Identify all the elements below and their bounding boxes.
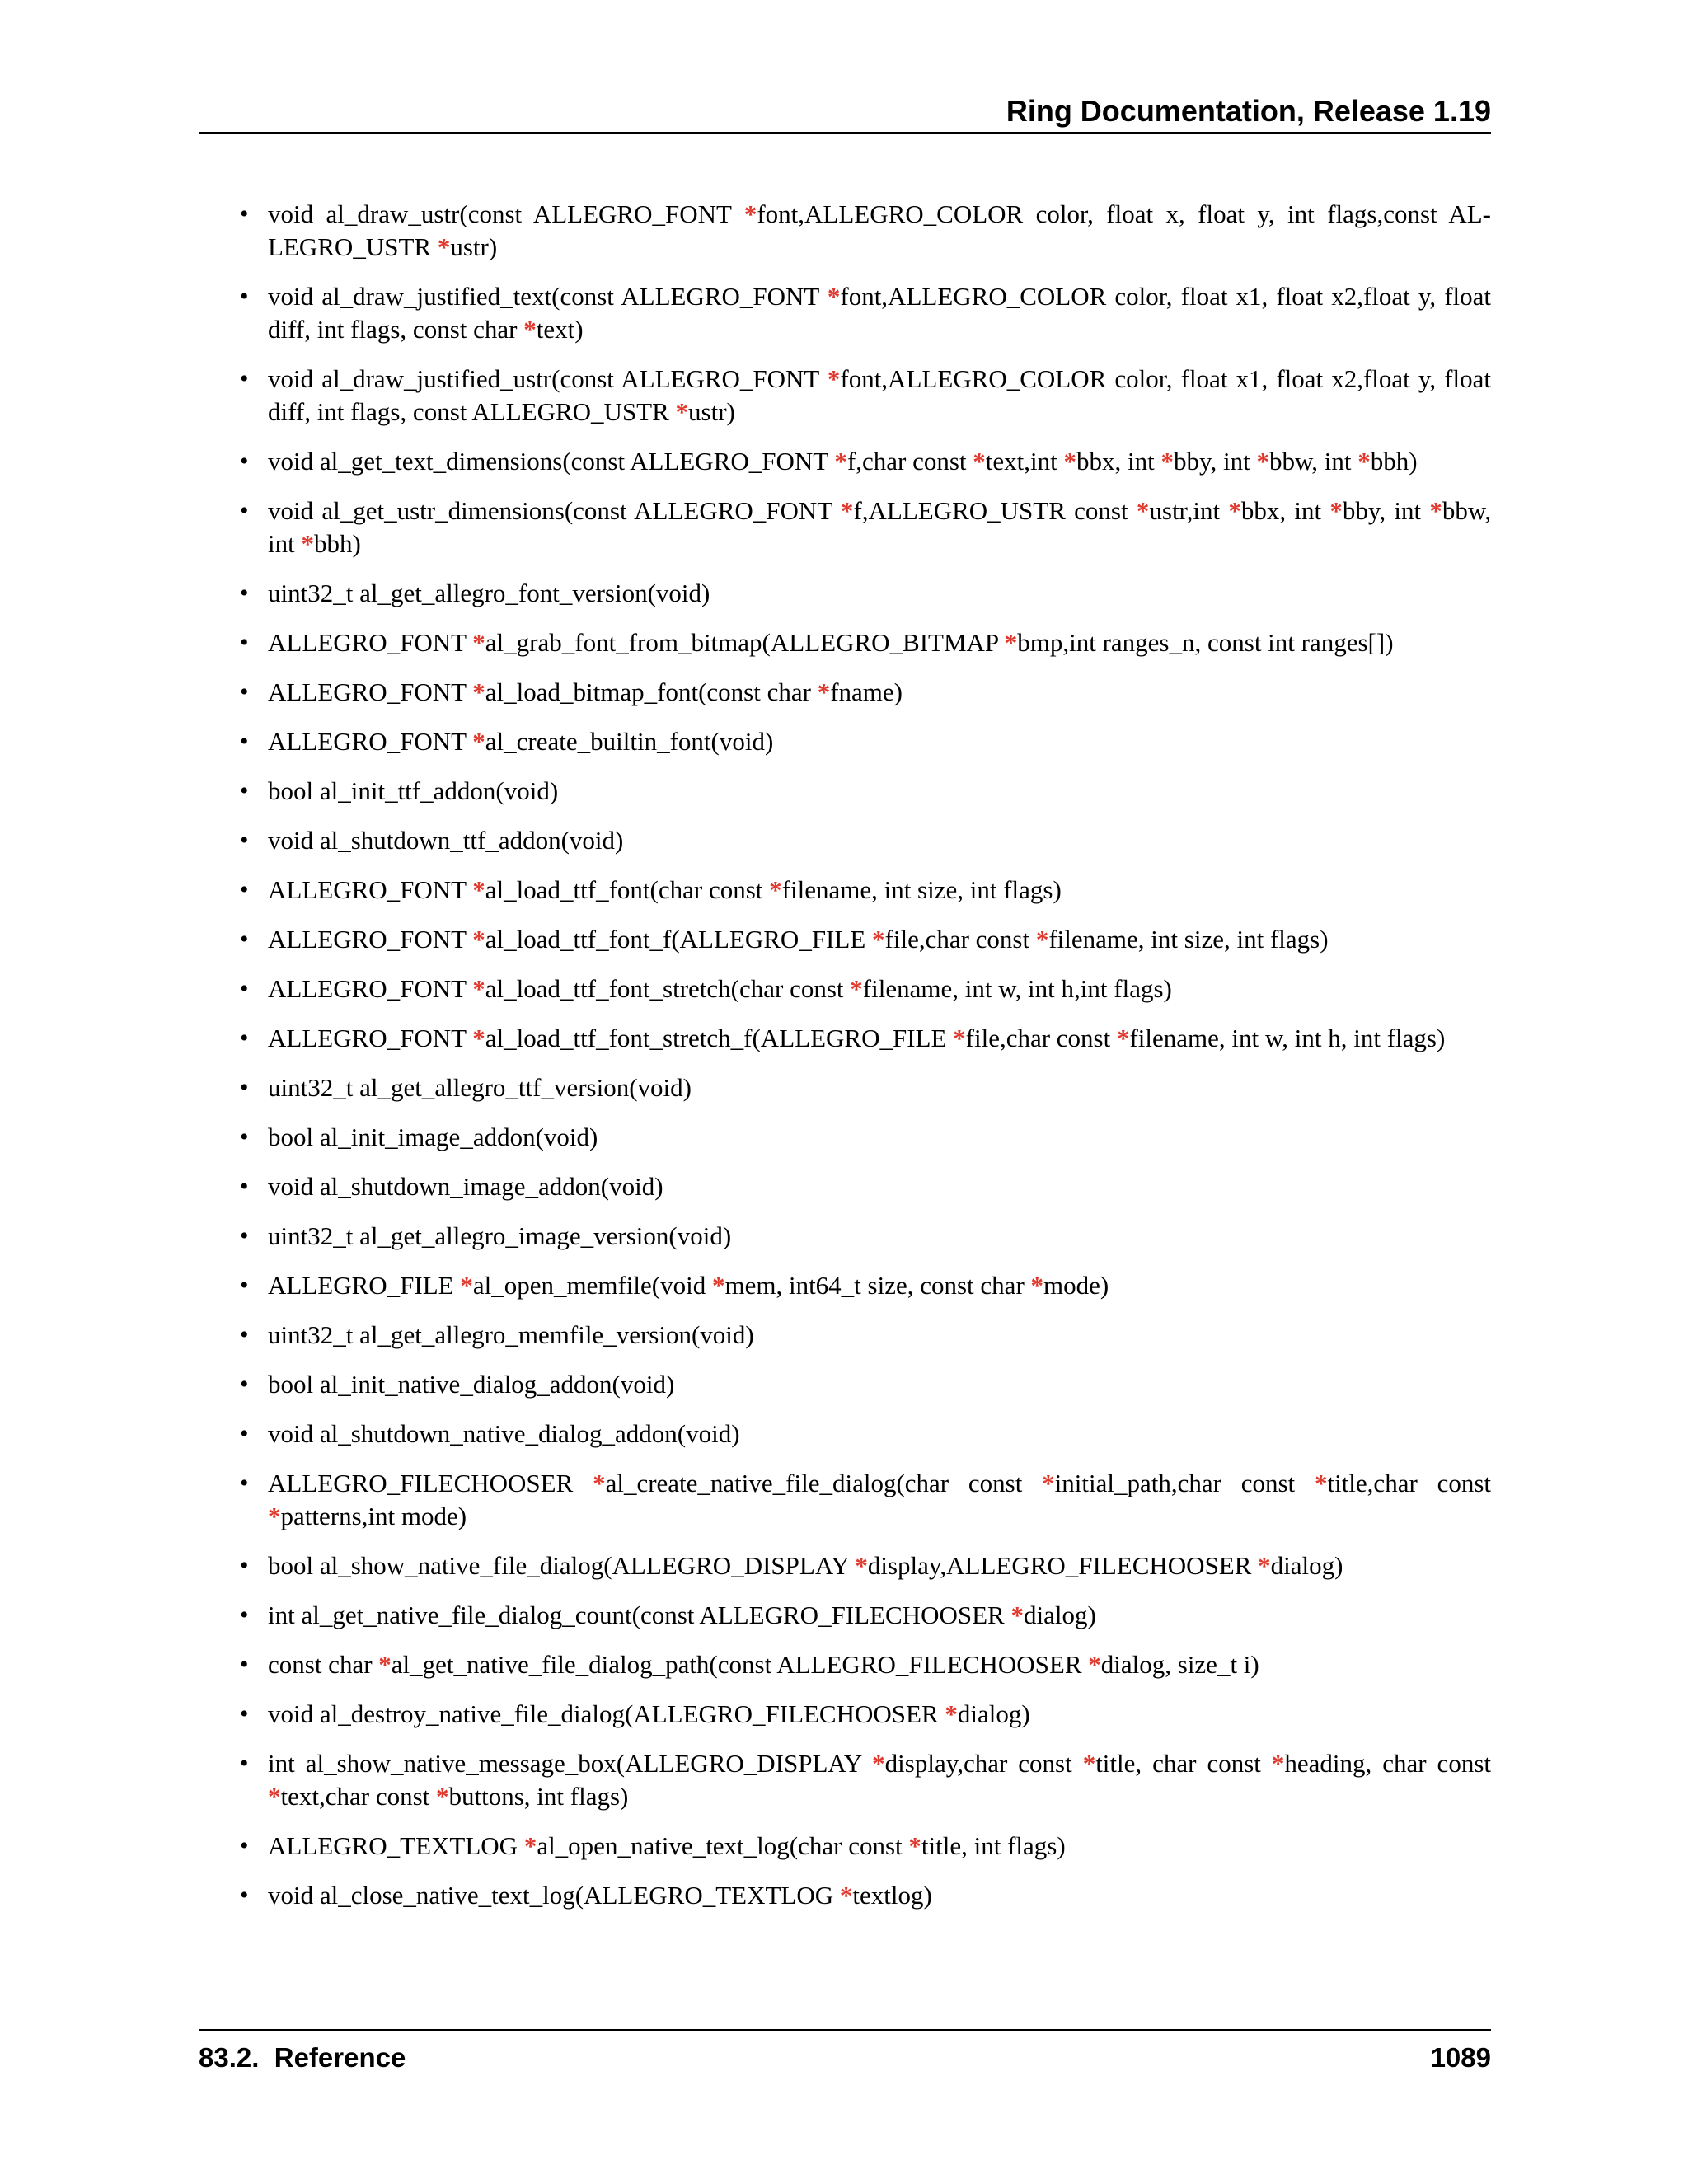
function-signature-item	[240, 1648, 1491, 1681]
signature-text: uint32_t al_get_allegro_font_version(void)	[268, 579, 710, 607]
signature-text: uint32_t al_get_allegro_memfile_version(void)	[268, 1320, 754, 1349]
signature-text: al_grab_font_from_bitmap(ALLEGRO_BITMAP	[485, 628, 1005, 657]
signature-text: void al_get_ustr_dimensions(const ALLEGRO_FONT	[268, 496, 841, 525]
function-signature-item	[240, 972, 1491, 1005]
pointer-asterisk: *	[1271, 1749, 1285, 1778]
signature-text: void al_get_text_dimensions(const ALLEGRO_FONT	[268, 447, 835, 476]
signature-text: al_get_native_file_dialog_path(const ALLEGRO_FILECHOOSER	[391, 1650, 1089, 1679]
pointer-asterisk: *	[1314, 1469, 1328, 1497]
pointer-asterisk: *	[472, 677, 485, 706]
pointer-asterisk: *	[1063, 447, 1076, 476]
function-signature-item	[240, 1319, 1491, 1352]
signature-text: void al_shutdown_image_addon(void)	[268, 1172, 663, 1201]
function-signature-item	[240, 1170, 1491, 1203]
signature-text: al_load_ttf_font_f(ALLEGRO_FILE	[485, 925, 873, 954]
function-signature-item	[240, 725, 1491, 758]
signature-text: buttons, int flags)	[448, 1782, 629, 1811]
signature-text: file,char const	[965, 1024, 1117, 1052]
signature-text: ALLEGRO_FILECHOOSER	[268, 1469, 593, 1497]
pointer-asterisk: *	[472, 875, 485, 904]
footer-section-title: 83.2. Reference	[199, 2042, 406, 2073]
pointer-asterisk: *	[769, 875, 782, 904]
signature-text: ALLEGRO_FONT	[268, 677, 473, 706]
function-signature-item	[240, 1549, 1491, 1582]
pointer-asterisk: *	[1329, 496, 1343, 525]
function-signature-item	[240, 1698, 1491, 1731]
pointer-asterisk: *	[301, 529, 314, 558]
function-signature-item	[240, 775, 1491, 808]
pointer-asterisk: *	[840, 496, 854, 525]
function-signature-item	[240, 494, 1491, 560]
signature-text: al_load_ttf_font(char const	[485, 875, 770, 904]
pointer-asterisk: *	[472, 628, 485, 657]
pointer-asterisk: *	[1136, 496, 1150, 525]
signature-text: ALLEGRO_FONT	[268, 727, 473, 756]
pointer-asterisk: *	[908, 1831, 921, 1860]
signature-text: fname)	[830, 677, 903, 706]
signature-text: al_load_ttf_font_stretch_f(ALLEGRO_FILE	[485, 1024, 954, 1052]
pointer-asterisk: *	[1116, 1024, 1130, 1052]
signature-text: void al_destroy_native_file_dialog(ALLEGRO_FILECHOOSER	[268, 1699, 945, 1728]
signature-text: dialog)	[1270, 1551, 1343, 1580]
page-header	[199, 91, 1491, 134]
signature-text: ALLEGRO_TEXTLOG	[268, 1831, 524, 1860]
pointer-asterisk: *	[953, 1024, 966, 1052]
pointer-asterisk: *	[268, 1502, 281, 1530]
signature-text: ALLEGRO_FONT	[268, 974, 473, 1003]
signature-text: heading, char const	[1284, 1749, 1491, 1778]
signature-text: bool al_show_native_file_dialog(ALLEGRO_DISPLAY	[268, 1551, 856, 1580]
signature-text: text,int	[985, 447, 1064, 476]
signature-text: f,ALLEGRO_USTR const	[853, 496, 1137, 525]
function-signature-item	[240, 1220, 1491, 1253]
pointer-asterisk: *	[850, 974, 863, 1003]
signature-text: filename, int w, int h, int flags)	[1129, 1024, 1446, 1052]
function-signature-item	[240, 445, 1491, 478]
pointer-asterisk: *	[1010, 1601, 1024, 1629]
pointer-asterisk: *	[1035, 925, 1049, 954]
signature-text: bby, int	[1342, 496, 1430, 525]
signature-text: dialog)	[957, 1699, 1030, 1728]
pointer-asterisk: *	[1357, 447, 1371, 476]
signature-text: textlog)	[852, 1881, 932, 1910]
signature-text: void al_shutdown_native_dialog_addon(void)	[268, 1419, 740, 1448]
signature-text: dialog, size_t i)	[1100, 1650, 1259, 1679]
pointer-asterisk: *	[593, 1469, 606, 1497]
function-signature-item	[240, 280, 1491, 346]
pointer-asterisk: *	[675, 397, 689, 426]
footer-page-number: 1089	[1430, 2042, 1491, 2073]
pointer-asterisk: *	[1082, 1749, 1096, 1778]
pointer-asterisk: *	[437, 232, 451, 261]
signature-text: filename, int size, int flags)	[781, 875, 1062, 904]
signature-text: font,ALLEGRO_COLOR color, float x1, float x2,float y, float diff, int flags, const ALLEGRO_USTR	[268, 364, 1491, 426]
signature-text: ustr)	[688, 397, 735, 426]
signature-text: al_load_bitmap_font(const char	[485, 677, 818, 706]
signature-text: bool al_init_native_dialog_addon(void)	[268, 1370, 675, 1399]
pointer-asterisk: *	[460, 1271, 473, 1300]
signature-text: font,ALLEGRO_COLOR color, float x, float y, int flags,const AL-LEGRO_USTR	[268, 199, 1491, 261]
signature-text: bool al_init_image_addon(void)	[268, 1122, 598, 1151]
function-signature-item	[240, 1747, 1491, 1813]
pointer-asterisk: *	[523, 315, 537, 344]
signature-text: bmp,int ranges_n, const int ranges[])	[1017, 628, 1394, 657]
function-signature-item	[240, 626, 1491, 659]
pointer-asterisk: *	[1088, 1650, 1101, 1679]
pointer-asterisk: *	[268, 1782, 281, 1811]
pointer-asterisk: *	[378, 1650, 392, 1679]
pointer-asterisk: *	[1004, 628, 1018, 657]
pointer-asterisk: *	[472, 925, 485, 954]
function-signature-item	[240, 1418, 1491, 1451]
signature-text: filename, int w, int h,int flags)	[862, 974, 1172, 1003]
function-signature-item	[240, 1269, 1491, 1302]
pointer-asterisk: *	[855, 1551, 868, 1580]
signature-text: f,char const	[846, 447, 973, 476]
signature-text: al_create_builtin_font(void)	[485, 727, 774, 756]
function-signature-item	[240, 1022, 1491, 1055]
signature-text: ALLEGRO_FILE	[268, 1271, 461, 1300]
pointer-asterisk: *	[1160, 447, 1174, 476]
signature-text: al_create_native_file_dialog(char const	[605, 1469, 1043, 1497]
signature-text: uint32_t al_get_allegro_ttf_version(void)	[268, 1073, 692, 1102]
pointer-asterisk: *	[523, 1831, 537, 1860]
pointer-asterisk: *	[1258, 1551, 1271, 1580]
signature-text: int al_show_native_message_box(ALLEGRO_DISPLAY	[268, 1749, 873, 1778]
function-signature-item	[240, 874, 1491, 907]
function-signature-item	[240, 1368, 1491, 1401]
pointer-asterisk: *	[1429, 496, 1442, 525]
signature-text: ALLEGRO_FONT	[268, 925, 473, 954]
function-signature-item	[240, 577, 1491, 610]
signature-text: text)	[536, 315, 584, 344]
signature-text: file,char const	[884, 925, 1036, 954]
page-footer	[199, 2029, 1491, 2080]
signature-text: text,char const	[280, 1782, 437, 1811]
signature-text: void al_close_native_text_log(ALLEGRO_TEXTLOG	[268, 1881, 840, 1910]
pointer-asterisk: *	[743, 199, 757, 228]
signature-text: display,ALLEGRO_FILECHOOSER	[867, 1551, 1259, 1580]
signature-text: void al_shutdown_ttf_addon(void)	[268, 826, 624, 855]
function-signature-item	[240, 1071, 1491, 1104]
signature-text: const char	[268, 1650, 379, 1679]
signature-text: mem, int64_t size, const char	[724, 1271, 1031, 1300]
signature-text: mode)	[1043, 1271, 1109, 1300]
signature-text: title, int flags)	[921, 1831, 1066, 1860]
signature-text: al_open_native_text_log(char const	[537, 1831, 909, 1860]
pointer-asterisk: *	[827, 364, 841, 393]
function-signature-item	[240, 1121, 1491, 1154]
pointer-asterisk: *	[839, 1881, 853, 1910]
signature-text: al_load_ttf_font_stretch(char const	[485, 974, 851, 1003]
pointer-asterisk: *	[472, 1024, 485, 1052]
function-signature-item	[240, 824, 1491, 857]
signature-text: int al_get_native_file_dialog_count(const ALLEGRO_FILECHOOSER	[268, 1601, 1011, 1629]
function-signature-item	[240, 1467, 1491, 1533]
function-list	[240, 198, 1491, 1929]
signature-text: font,ALLEGRO_COLOR color, float x1, float x2,float y, float diff, int flags, const char	[268, 282, 1492, 344]
signature-text: void al_draw_justified_ustr(const ALLEGRO_FONT	[268, 364, 828, 393]
pointer-asterisk: *	[872, 1749, 885, 1778]
pointer-asterisk: *	[973, 447, 986, 476]
pointer-asterisk: *	[872, 925, 885, 954]
signature-text: ustr)	[450, 232, 498, 261]
signature-text: display,char const	[884, 1749, 1083, 1778]
signature-text: bbx, int	[1076, 447, 1161, 476]
pointer-asterisk: *	[834, 447, 847, 476]
signature-text: bool al_init_ttf_addon(void)	[268, 776, 559, 805]
header-title: Ring Documentation, Release 1.19	[1006, 94, 1491, 128]
function-signature-item	[240, 923, 1491, 956]
function-signature-item	[240, 363, 1491, 429]
signature-text: bbh)	[1370, 447, 1418, 476]
signature-text: title,char const	[1327, 1469, 1491, 1497]
signature-text: patterns,int mode)	[280, 1502, 467, 1530]
signature-text: dialog)	[1023, 1601, 1096, 1629]
pointer-asterisk: *	[472, 974, 485, 1003]
pointer-asterisk: *	[436, 1782, 449, 1811]
pointer-asterisk: *	[945, 1699, 958, 1728]
signature-text: bbw, int	[268, 496, 1491, 558]
signature-text: title, char const	[1095, 1749, 1272, 1778]
signature-text: ustr,int	[1149, 496, 1229, 525]
pointer-asterisk: *	[1256, 447, 1269, 476]
signature-text: bbw, int	[1268, 447, 1358, 476]
signature-text: filename, int size, int flags)	[1048, 925, 1329, 954]
function-signature-item	[240, 1830, 1491, 1863]
pointer-asterisk: *	[827, 282, 841, 311]
pointer-asterisk: *	[472, 727, 485, 756]
signature-text: bbh)	[313, 529, 361, 558]
pointer-asterisk: *	[1030, 1271, 1044, 1300]
signature-text: initial_path,char const	[1054, 1469, 1315, 1497]
signature-text: void al_draw_justified_text(const ALLEGRO_FONT	[268, 282, 828, 311]
pointer-asterisk: *	[1228, 496, 1241, 525]
signature-text: uint32_t al_get_allegro_image_version(void)	[268, 1221, 732, 1250]
signature-text: bbx, int	[1240, 496, 1330, 525]
signature-text: ALLEGRO_FONT	[268, 628, 473, 657]
pointer-asterisk: *	[1042, 1469, 1055, 1497]
signature-text: ALLEGRO_FONT	[268, 875, 473, 904]
signature-text: al_open_memfile(void	[472, 1271, 712, 1300]
function-signature-item	[240, 676, 1491, 709]
function-signature-item	[240, 1879, 1491, 1912]
signature-text: ALLEGRO_FONT	[268, 1024, 473, 1052]
function-signature-item	[240, 1599, 1491, 1632]
signature-text: void al_draw_ustr(const ALLEGRO_FONT	[268, 199, 744, 228]
pointer-asterisk: *	[817, 677, 831, 706]
signature-text: bby, int	[1173, 447, 1257, 476]
function-signature-item	[240, 198, 1491, 264]
pointer-asterisk: *	[711, 1271, 725, 1300]
